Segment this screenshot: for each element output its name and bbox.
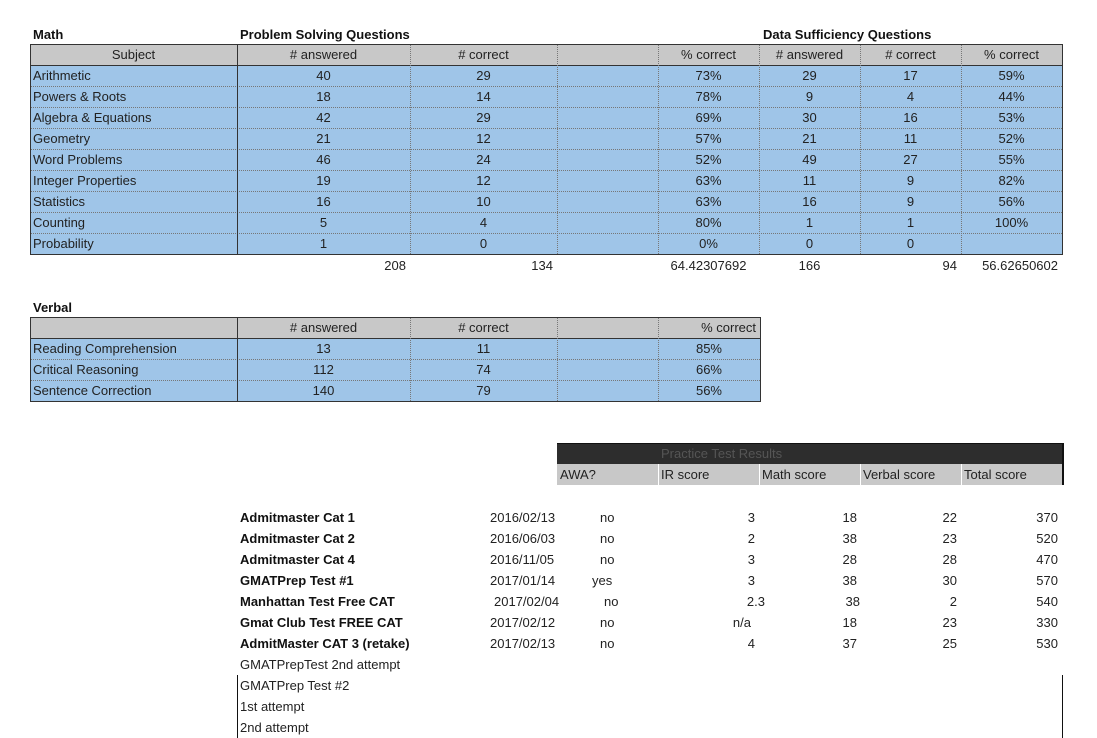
verbal-value-cell[interactable]: 56%: [695, 383, 722, 398]
math-total-cell: 208: [384, 258, 406, 273]
verbal-column-header: % correct: [701, 320, 756, 335]
practice-test-name[interactable]: Admitmaster Cat 2: [240, 531, 355, 546]
practice-awa[interactable]: no: [600, 552, 615, 567]
math-value-cell[interactable]: 16: [802, 194, 817, 209]
math-subject-cell[interactable]: Powers & Roots: [33, 89, 127, 104]
math-value-cell[interactable]: 29: [476, 68, 491, 83]
math-value-cell[interactable]: 16: [903, 110, 918, 125]
math-value-cell[interactable]: 53%: [998, 110, 1025, 125]
practice-column-header: Verbal score: [863, 467, 936, 482]
math-value-cell[interactable]: 52%: [998, 131, 1025, 146]
practice-test-name[interactable]: Manhattan Test Free CAT: [240, 594, 395, 609]
practice-math-score[interactable]: 38: [842, 531, 857, 546]
practice-ir-score[interactable]: 3: [747, 510, 755, 525]
practice-awa[interactable]: no: [600, 636, 615, 651]
practice-awa[interactable]: yes: [592, 573, 613, 588]
practice-math-score[interactable]: 18: [842, 510, 857, 525]
math-value-cell[interactable]: 0: [805, 236, 814, 251]
math-value-cell[interactable]: 59%: [998, 68, 1025, 83]
verbal-value-cell[interactable]: 85%: [695, 341, 722, 356]
math-subject-cell[interactable]: Counting: [33, 215, 86, 230]
math-value-cell[interactable]: 73%: [695, 68, 722, 83]
practice-awa[interactable]: no: [600, 510, 615, 525]
practice-test-name[interactable]: Admitmaster Cat 1: [240, 510, 355, 525]
practice-math-score[interactable]: 18: [842, 615, 857, 630]
practice-total-score[interactable]: 570: [1036, 573, 1058, 588]
practice-verbal-score[interactable]: 23: [942, 531, 957, 546]
math-value-cell[interactable]: 63%: [695, 173, 722, 188]
math-value-cell[interactable]: 21: [802, 131, 817, 146]
practice-total-score[interactable]: 540: [1036, 594, 1058, 609]
practice-total-score[interactable]: 530: [1036, 636, 1058, 651]
practice-total-score[interactable]: 330: [1036, 615, 1058, 630]
math-subject-cell[interactable]: Algebra & Equations: [33, 110, 152, 125]
practice-verbal-score[interactable]: 25: [942, 636, 957, 651]
practice-test-date[interactable]: 2017/02/04: [494, 594, 560, 609]
math-value-cell[interactable]: 100%: [994, 215, 1029, 230]
practice-verbal-score[interactable]: 2: [949, 594, 957, 609]
math-column-header: # answered: [289, 47, 358, 62]
math-total-cell: 94: [942, 258, 957, 273]
notes-right-border: [1062, 675, 1063, 738]
math-value-cell[interactable]: 12: [476, 131, 491, 146]
column-divider: [961, 464, 962, 485]
math-subject-cell[interactable]: Word Problems: [33, 152, 123, 167]
math-value-cell[interactable]: 30: [802, 110, 817, 125]
math-column-header: Subject: [111, 47, 156, 62]
data-sufficiency-title: Data Sufficiency Questions: [763, 27, 932, 42]
math-value-cell[interactable]: 11: [802, 173, 817, 188]
verbal-value-cell[interactable]: 112: [313, 362, 334, 377]
math-value-cell[interactable]: 11: [903, 131, 918, 146]
verbal-subject-cell[interactable]: Reading Comprehension: [33, 341, 177, 356]
math-total-cell: 166: [798, 258, 821, 273]
math-section-title: Math: [33, 27, 64, 42]
verbal-column-header: # answered: [289, 320, 358, 335]
verbal-value-cell[interactable]: 11: [476, 341, 491, 356]
practice-awa[interactable]: no: [600, 615, 615, 630]
math-value-cell[interactable]: 42: [316, 110, 331, 125]
practice-test-date[interactable]: 2016/06/03: [490, 531, 556, 546]
math-value-cell[interactable]: 4: [479, 215, 488, 230]
math-value-cell[interactable]: 17: [903, 68, 918, 83]
math-value-cell[interactable]: 49: [802, 152, 817, 167]
math-value-cell[interactable]: 21: [316, 131, 331, 146]
column-divider: [759, 464, 760, 485]
math-value-cell[interactable]: 57%: [695, 131, 722, 146]
practice-ir-score[interactable]: 2.3: [746, 594, 765, 609]
math-value-cell[interactable]: 63%: [695, 194, 722, 209]
math-value-cell[interactable]: 18: [316, 89, 331, 104]
problem-solving-title: Problem Solving Questions: [240, 27, 410, 42]
practice-awa[interactable]: no: [600, 531, 615, 546]
practice-verbal-score[interactable]: 30: [942, 573, 957, 588]
practice-math-score[interactable]: 38: [842, 573, 857, 588]
verbal-subject-cell[interactable]: Critical Reasoning: [33, 362, 139, 377]
practice-ir-score[interactable]: 3: [747, 552, 755, 567]
math-total-cell: 64.42307692: [670, 258, 747, 273]
verbal-value-cell[interactable]: 66%: [695, 362, 722, 377]
practice-math-score[interactable]: 38: [845, 594, 860, 609]
math-value-cell[interactable]: 1: [906, 215, 915, 230]
practice-test-name[interactable]: GMATPrep Test #1: [240, 573, 354, 588]
math-value-cell[interactable]: 46: [316, 152, 331, 167]
math-value-cell[interactable]: 0: [906, 236, 915, 251]
math-table-border: [30, 44, 1063, 255]
practice-column-header: AWA?: [560, 467, 596, 482]
math-subject-cell[interactable]: Arithmetic: [33, 68, 91, 83]
practice-test-name[interactable]: AdmitMaster CAT 3 (retake): [240, 636, 410, 651]
practice-test-name[interactable]: Admitmaster Cat 4: [240, 552, 355, 567]
math-column-header: # correct: [458, 47, 509, 62]
practice-note[interactable]: 1st attempt: [240, 699, 305, 714]
math-value-cell[interactable]: 78%: [695, 89, 722, 104]
math-column-header: % correct: [984, 47, 1039, 62]
practice-math-score[interactable]: 37: [842, 636, 857, 651]
math-value-cell[interactable]: 14: [476, 89, 491, 104]
practice-test-date[interactable]: 2016/11/05: [490, 552, 555, 567]
practice-math-score[interactable]: 28: [842, 552, 857, 567]
math-subject-cell[interactable]: Statistics: [33, 194, 86, 209]
practice-column-header: IR score: [661, 467, 710, 482]
practice-column-header: Total score: [964, 467, 1027, 482]
verbal-table-border: [30, 317, 761, 402]
math-column-header: # answered: [775, 47, 844, 62]
math-value-cell[interactable]: 55%: [998, 152, 1025, 167]
math-value-cell[interactable]: 12: [476, 173, 491, 188]
verbal-column-header: # correct: [458, 320, 509, 335]
practice-note[interactable]: 2nd attempt: [240, 720, 309, 735]
math-value-cell[interactable]: 80%: [695, 215, 722, 230]
math-value-cell[interactable]: 0%: [699, 236, 718, 251]
practice-ir-score[interactable]: 4: [747, 636, 755, 651]
math-subject-cell[interactable]: Integer Properties: [33, 173, 137, 188]
math-value-cell[interactable]: 16: [316, 194, 331, 209]
math-value-cell[interactable]: 1: [319, 236, 328, 251]
math-column-header: # correct: [885, 47, 936, 62]
math-value-cell[interactable]: 29: [802, 68, 817, 83]
practice-awa[interactable]: no: [604, 594, 619, 609]
verbal-value-cell[interactable]: 140: [312, 383, 335, 398]
practice-note[interactable]: GMATPrepTest 2nd attempt: [240, 657, 401, 672]
math-subject-cell[interactable]: Probability: [33, 236, 94, 251]
practice-verbal-score[interactable]: 22: [942, 510, 957, 525]
math-column-header: % correct: [681, 47, 736, 62]
practice-ir-score[interactable]: 3: [747, 573, 755, 588]
math-subject-cell[interactable]: Geometry: [33, 131, 91, 146]
math-value-cell[interactable]: 82%: [998, 173, 1025, 188]
verbal-section-title: Verbal: [33, 300, 73, 315]
practice-verbal-score[interactable]: 23: [942, 615, 957, 630]
practice-test-date[interactable]: 2016/02/13: [490, 510, 556, 525]
math-value-cell[interactable]: 69%: [695, 110, 722, 125]
practice-total-score[interactable]: 470: [1036, 552, 1058, 567]
practice-right-border: [1062, 443, 1064, 485]
practice-test-date[interactable]: 2017/02/13: [490, 636, 556, 651]
practice-verbal-score[interactable]: 28: [942, 552, 957, 567]
math-value-cell[interactable]: 44%: [998, 89, 1025, 104]
math-value-cell[interactable]: 0: [479, 236, 488, 251]
math-total-cell: 134: [531, 258, 553, 273]
math-value-cell[interactable]: 56%: [998, 194, 1025, 209]
practice-test-date[interactable]: 2017/02/12: [490, 615, 556, 630]
verbal-value-cell[interactable]: 79: [476, 383, 491, 398]
math-value-cell[interactable]: 4: [906, 89, 915, 104]
practice-ir-score[interactable]: n/a: [732, 615, 751, 630]
practice-total-score[interactable]: 520: [1036, 531, 1058, 546]
math-value-cell[interactable]: 9: [906, 173, 915, 188]
math-value-cell[interactable]: 5: [319, 215, 328, 230]
verbal-value-cell[interactable]: 74: [476, 362, 491, 377]
practice-title: Practice Test Results: [661, 446, 783, 461]
math-value-cell[interactable]: 24: [476, 152, 491, 167]
practice-total-score[interactable]: 370: [1036, 510, 1058, 525]
math-value-cell[interactable]: 19: [316, 173, 331, 188]
verbal-value-cell[interactable]: 13: [316, 341, 331, 356]
practice-note[interactable]: GMATPrep Test #2: [240, 678, 350, 693]
practice-column-header: Math score: [762, 467, 827, 482]
math-value-cell[interactable]: 40: [316, 68, 331, 83]
math-value-cell[interactable]: 10: [476, 194, 491, 209]
math-value-cell[interactable]: 52%: [695, 152, 722, 167]
math-value-cell[interactable]: 9: [906, 194, 915, 209]
column-divider: [860, 464, 861, 485]
practice-test-date[interactable]: 2017/01/14: [490, 573, 556, 588]
practice-ir-score[interactable]: 2: [747, 531, 755, 546]
practice-test-name[interactable]: Gmat Club Test FREE CAT: [240, 615, 403, 630]
math-value-cell[interactable]: 27: [903, 152, 918, 167]
column-divider: [658, 464, 659, 485]
math-value-cell[interactable]: 1: [805, 215, 814, 230]
notes-left-border: [237, 675, 238, 738]
math-total-cell: 56.62650602: [982, 258, 1058, 273]
math-value-cell[interactable]: 9: [805, 89, 814, 104]
verbal-subject-cell[interactable]: Sentence Correction: [33, 383, 152, 398]
math-value-cell[interactable]: 29: [476, 110, 491, 125]
